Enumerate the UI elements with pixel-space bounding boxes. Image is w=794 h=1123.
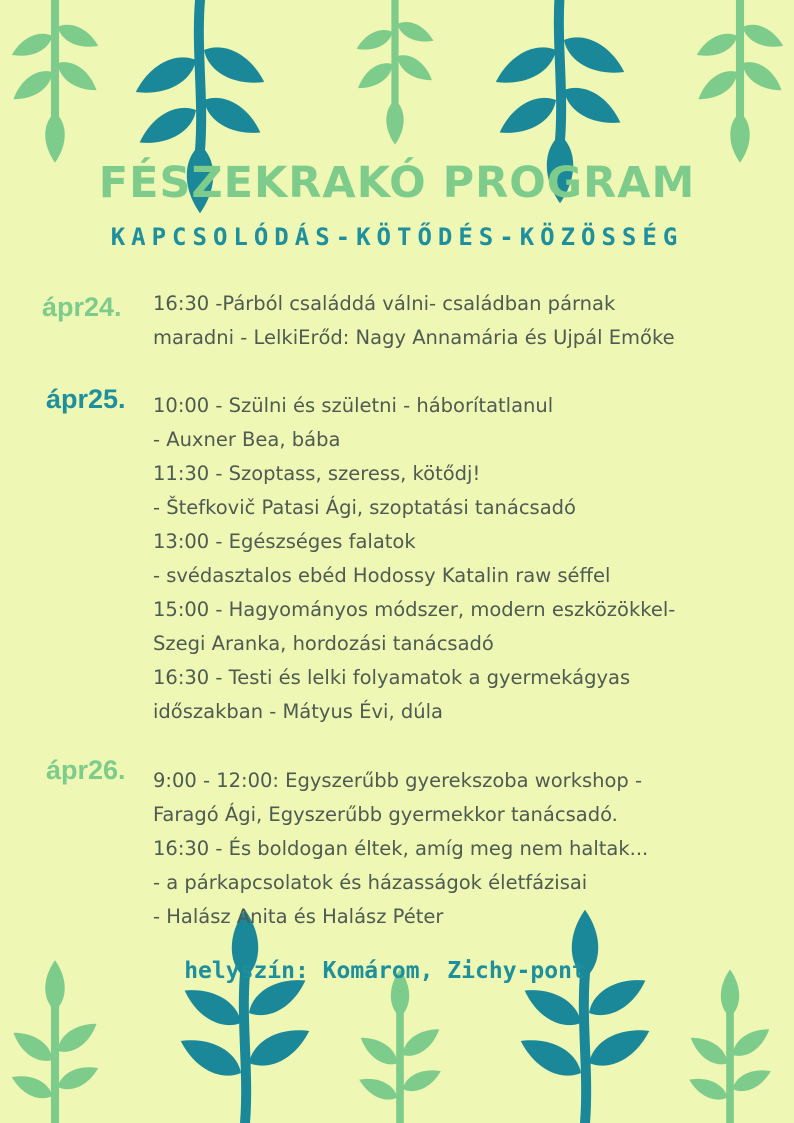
schedule-line: - svédasztalos ebéd Hodossy Katalin raw séffel [153, 564, 611, 587]
page-title: FÉSZEKRAKÓ PROGRAM [98, 158, 696, 208]
day-label-apr26: ápr26. [46, 755, 126, 785]
schedule-line: - a párkapcsolatok és házasságok életfázisai [153, 871, 588, 894]
schedule-line: Szegi Aranka, hordozási tanácsadó [153, 632, 494, 655]
schedule-line: maradni - LelkiErőd: Nagy Annamária és Ujpál Emőke [153, 326, 675, 349]
bottom-leaf-cluster [8, 910, 774, 1123]
schedule-line: 13:00 - Egészséges falatok [153, 530, 416, 553]
schedule-line: 16:30 -Párból családdá válni- családban párnak [153, 292, 616, 315]
day-label-apr25: ápr25. [46, 384, 126, 414]
page-subtitle: KAPCSOLÓDÁS-KÖTŐDÉS-KÖZÖSSÉG [110, 223, 684, 251]
schedule-line: - Halász Anita és Halász Péter [153, 905, 444, 928]
schedule-line: 9:00 - 12:00: Egyszerűbb gyerekszoba workshop - [153, 769, 643, 792]
schedule-block-apr25 [153, 389, 783, 729]
schedule-line: 10:00 - Szülni és születni - háborítatlanul [153, 394, 554, 417]
schedule-block-apr26 [153, 764, 783, 934]
schedule-line: - Štefkovič Patasi Ági, szoptatási tanácsadó [153, 496, 576, 519]
schedule-line: Faragó Ági, Egyszerűbb gyermekkor tanácsadó. [153, 803, 618, 826]
schedule-line: - Auxner Bea, bába [153, 428, 341, 451]
schedule-line: időszakban - Mátyus Évi, dúla [153, 700, 443, 723]
day-label-apr24: ápr24. [42, 292, 122, 322]
schedule-line: 15:00 - Hagyományos módszer, modern eszközökkel- [153, 598, 676, 621]
schedule-block-apr24 [153, 287, 783, 355]
venue-text: helyszín: Komárom, Zichy-pont [184, 958, 586, 984]
schedule-line: 11:30 - Szoptass, szeress, kötődj! [153, 462, 481, 485]
schedule-line: 16:30 - És boldogan éltek, amíg meg nem haltak... [153, 837, 649, 860]
schedule-line: 16:30 - Testi és lelki folyamatok a gyermekágyas [153, 666, 631, 689]
